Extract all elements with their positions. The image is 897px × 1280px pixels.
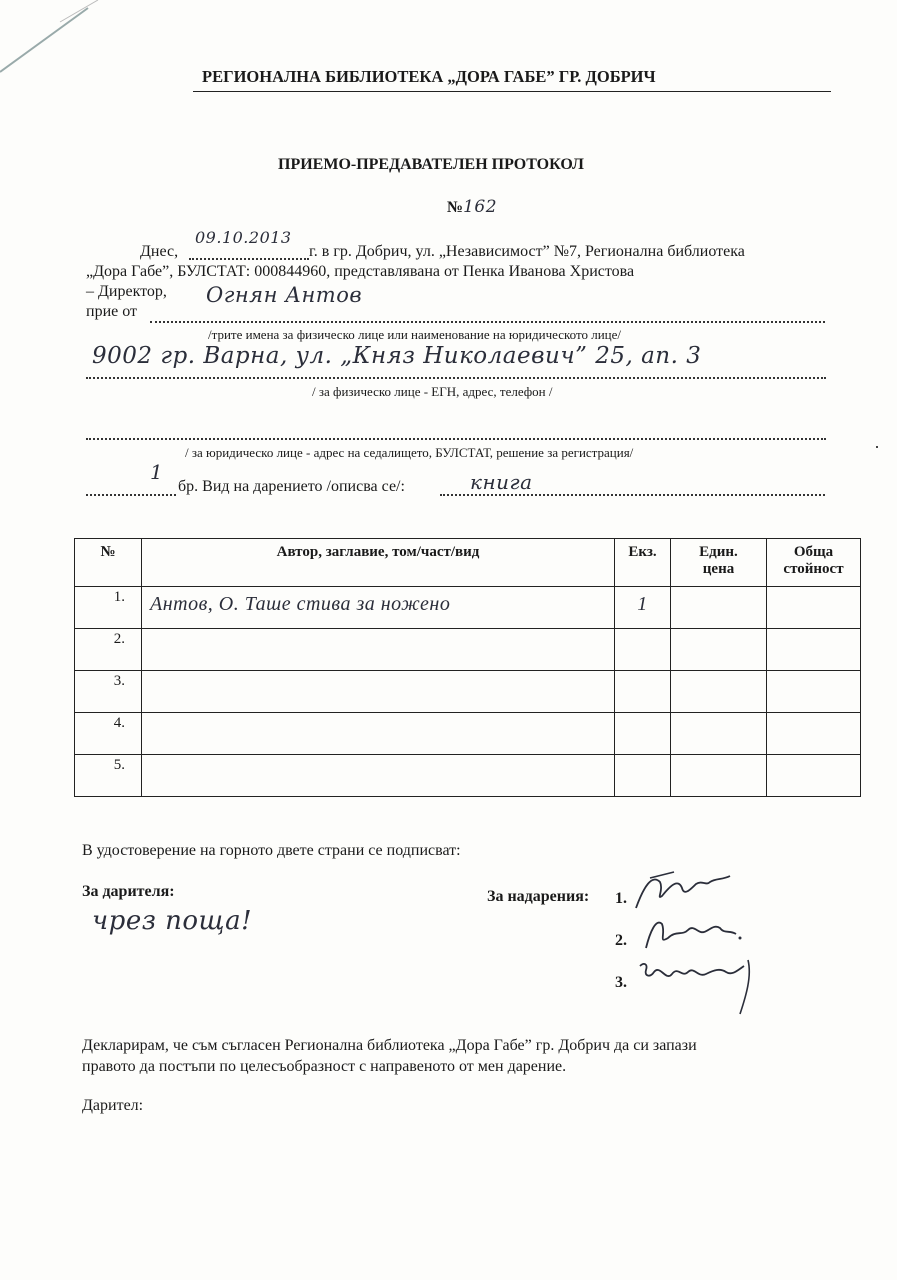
row-unit-price [671, 671, 767, 713]
declaration-line-1: Декларирам, че съм съгласен Регионална библиотека „Дора Габе” гр. Добрич да си запази [82, 1037, 697, 1054]
row-number: 5. [75, 755, 142, 797]
row-total [767, 755, 861, 797]
date-dots [189, 258, 309, 260]
row-description [142, 755, 615, 797]
row-total [767, 629, 861, 671]
signature-3 [636, 952, 766, 1022]
institution-header: РЕГИОНАЛНА БИБЛИОТЕКА „ДОРА ГАБЕ” ГР. ДОБРИЧ [202, 67, 656, 86]
recipient-signatory-3: 3. [615, 974, 627, 991]
donor-side-note: чрез поща! [92, 906, 253, 936]
certification-text: В удостоверение на горното двете страни се подписват: [82, 842, 461, 859]
col-header-description: Автор, заглавие, том/част/вид [142, 539, 615, 587]
donation-kind: книга [470, 470, 533, 494]
row-description [142, 629, 615, 671]
col-header-total: Обща стойност [767, 539, 861, 587]
name-dots [150, 321, 825, 323]
recipient-signatory-2: 2. [615, 932, 627, 949]
table-row [75, 587, 861, 629]
row-unit-price [671, 629, 767, 671]
donor-side-label: За дарителя: [82, 883, 175, 900]
document-title: ПРИЕМО-ПРЕДАВАТЕЛЕН ПРОТОКОЛ [278, 156, 584, 173]
table-row [75, 755, 861, 797]
hint-legal: / за юридическо лице - адрес на седалището, БУЛСТАТ, решение за регистрация/ [185, 445, 634, 460]
intro-today: Днес, [140, 243, 179, 260]
col-header-unit-price: Един. цена [671, 539, 767, 587]
row-description [142, 713, 615, 755]
row-unit-price [671, 587, 767, 629]
table-row [75, 671, 861, 713]
recipient-side-label: За надарения: [487, 888, 590, 905]
hint-individual: / за физическо лице - ЕГН, адрес, телефон / [312, 384, 553, 399]
address-dots [86, 377, 826, 379]
row-copies: 1 [615, 587, 671, 629]
donor-signature-label: Дарител: [82, 1097, 144, 1114]
intro-director: – Директор, [86, 283, 167, 300]
donation-kind-label: бр. Вид на дарението /описва се/: [178, 478, 405, 495]
header-rule [193, 91, 831, 92]
row-copies [615, 755, 671, 797]
kind-dots [440, 494, 825, 496]
row-number: 2. [75, 629, 142, 671]
row-total [767, 587, 861, 629]
intro-line2: „Дора Габе”, БУЛСТАТ: 000844960, представлявана от Пенка Иванова Христова [86, 263, 635, 280]
scan-speck [876, 446, 878, 448]
row-copies [615, 629, 671, 671]
row-number: 3. [75, 671, 142, 713]
row-unit-price [671, 713, 767, 755]
declaration-line-2: правото да постъпи по целесъобразност с направеното от мен дарение. [82, 1058, 567, 1075]
row-copies [615, 671, 671, 713]
row-total [767, 671, 861, 713]
row-description: Антов, О. Таше стива за ножено [142, 587, 615, 629]
col-header-copies: Екз. [615, 539, 671, 587]
recipient-signatory-1: 1. [615, 890, 627, 907]
intro-rest: г. в гр. Добрич, ул. „Независимост” №7, Регионална библиотека [309, 243, 745, 260]
table-header-row [75, 539, 861, 587]
row-description [142, 671, 615, 713]
donation-count: 1 [150, 460, 164, 484]
row-copies [615, 713, 671, 755]
donor-address-handwritten: 9002 гр. Варна, ул. „Княз Николаевич” 25, ап. 3 [92, 343, 702, 369]
items-table [74, 538, 861, 797]
row-unit-price [671, 755, 767, 797]
row-total [767, 713, 861, 755]
hint-names: /трите имена за физическо лице или наименование на юридическото лице/ [208, 327, 622, 342]
table-row [75, 629, 861, 671]
legal-dots [86, 438, 826, 440]
col-header-number: № [75, 539, 142, 587]
protocol-number: №162 [447, 197, 498, 217]
signature-2 [640, 908, 750, 958]
protocol-date: 09.10.2013 [195, 228, 292, 247]
table-row [75, 713, 861, 755]
scan-mark [0, 0, 110, 80]
received-from-label: прие от [86, 303, 138, 320]
row-number: 4. [75, 713, 142, 755]
row-number: 1. [75, 587, 142, 629]
donor-name-handwritten: Огнян Антов [206, 283, 363, 307]
count-dots [86, 494, 176, 496]
